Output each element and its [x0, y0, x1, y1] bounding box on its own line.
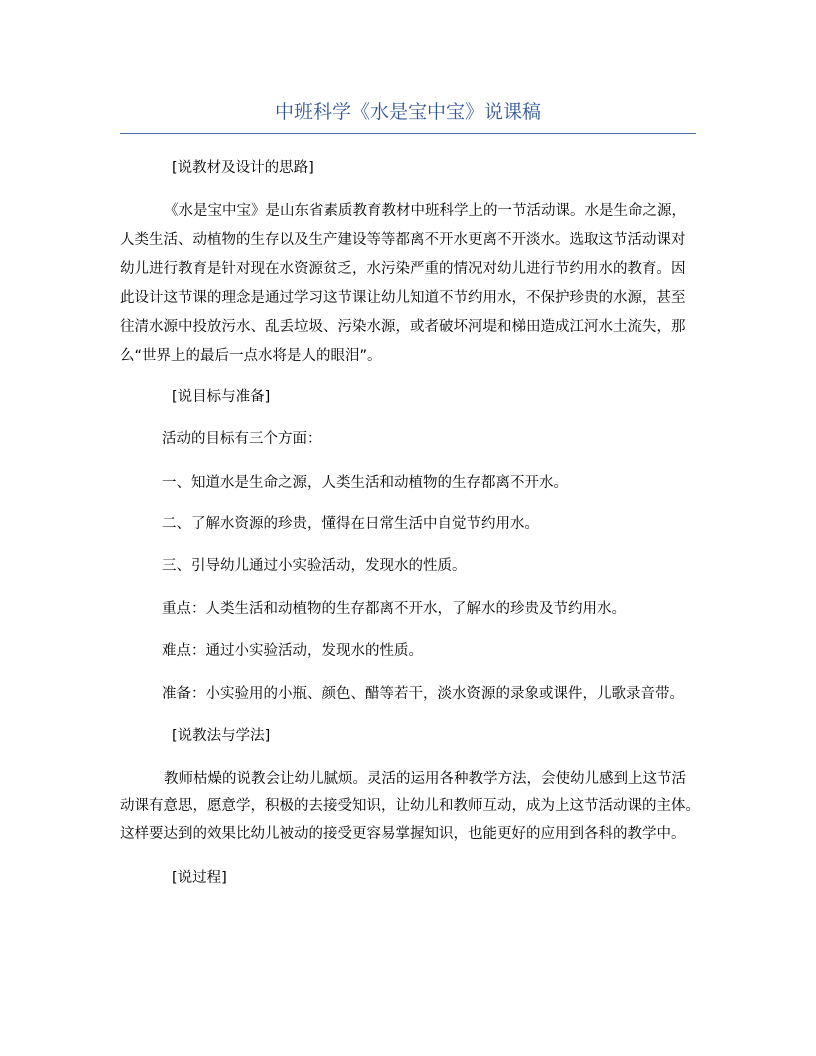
paragraph-line: 往清水源中投放污水、乱丢垃圾、污染水源，或者破坏河堤和梯田造成江河水土流失，那: [120, 319, 686, 335]
paragraph-line: 么“世界上的最后一点水将是人的眼泪”。: [120, 348, 382, 364]
goal-item-2: 二、了解水资源的珍贵，懂得在日常生活中自觉节约用水。: [162, 516, 539, 532]
goal-item-3: 三、引导幼儿通过小实验活动，发现水的性质。: [162, 558, 467, 574]
paragraph-line: 教师枯燥的说教会让幼儿腻烦。灵活的运用各种教学方法，会使幼儿感到上这节活: [164, 771, 686, 787]
section-heading-materials: [说教材及设计的思路]: [172, 160, 314, 176]
goal-item-1: 一、知道水是生命之源，人类生活和动植物的生存都离不开水。: [162, 475, 568, 491]
difficulty-point: 难点：通过小实验活动，发现水的性质。: [162, 643, 423, 659]
section-heading-goals: [说目标与准备]: [172, 389, 271, 405]
section-heading-process: [说过程]: [172, 870, 227, 886]
paragraph-line: 人类生活、动植物的生存以及生产建设等等都离不开水更离不开淡水。选取这节活动课对: [120, 232, 686, 248]
paragraph-line: 这样要达到的效果比幼儿被动的接受更容易掌握知识，也能更好的应用到各科的教学中。: [120, 826, 686, 842]
preparation: 准备：小实验用的小瓶、颜色、醋等若干，淡水资源的录象或课件，儿歌录音带。: [162, 686, 684, 702]
title-underline: [120, 133, 696, 134]
section-heading-methods: [说教法与学法]: [172, 728, 271, 744]
paragraph-line: 《水是宝中宝》是山东省素质教育教材中班科学上的一节活动课。水是生命之源，: [164, 203, 686, 219]
goals-intro: 活动的目标有三个方面：: [162, 431, 322, 447]
paragraph-line: 幼儿进行教育是针对现在水资源贫乏，水污染严重的情况对幼儿进行节约用水的教育。因: [120, 261, 686, 277]
paragraph-line: 动课有意思，愿意学，积极的去接受知识，让幼儿和教师互动，成为上这节活动课的主体。: [120, 798, 700, 814]
key-point: 重点：人类生活和动植物的生存都离不开水，了解水的珍贵及节约用水。: [162, 601, 626, 617]
page-title: 中班科学《水是宝中宝》说课稿: [274, 101, 541, 123]
paragraph-line: 此设计这节课的理念是通过学习这节课让幼儿知道不节约用水，不保护珍贵的水源，甚至: [120, 290, 686, 306]
